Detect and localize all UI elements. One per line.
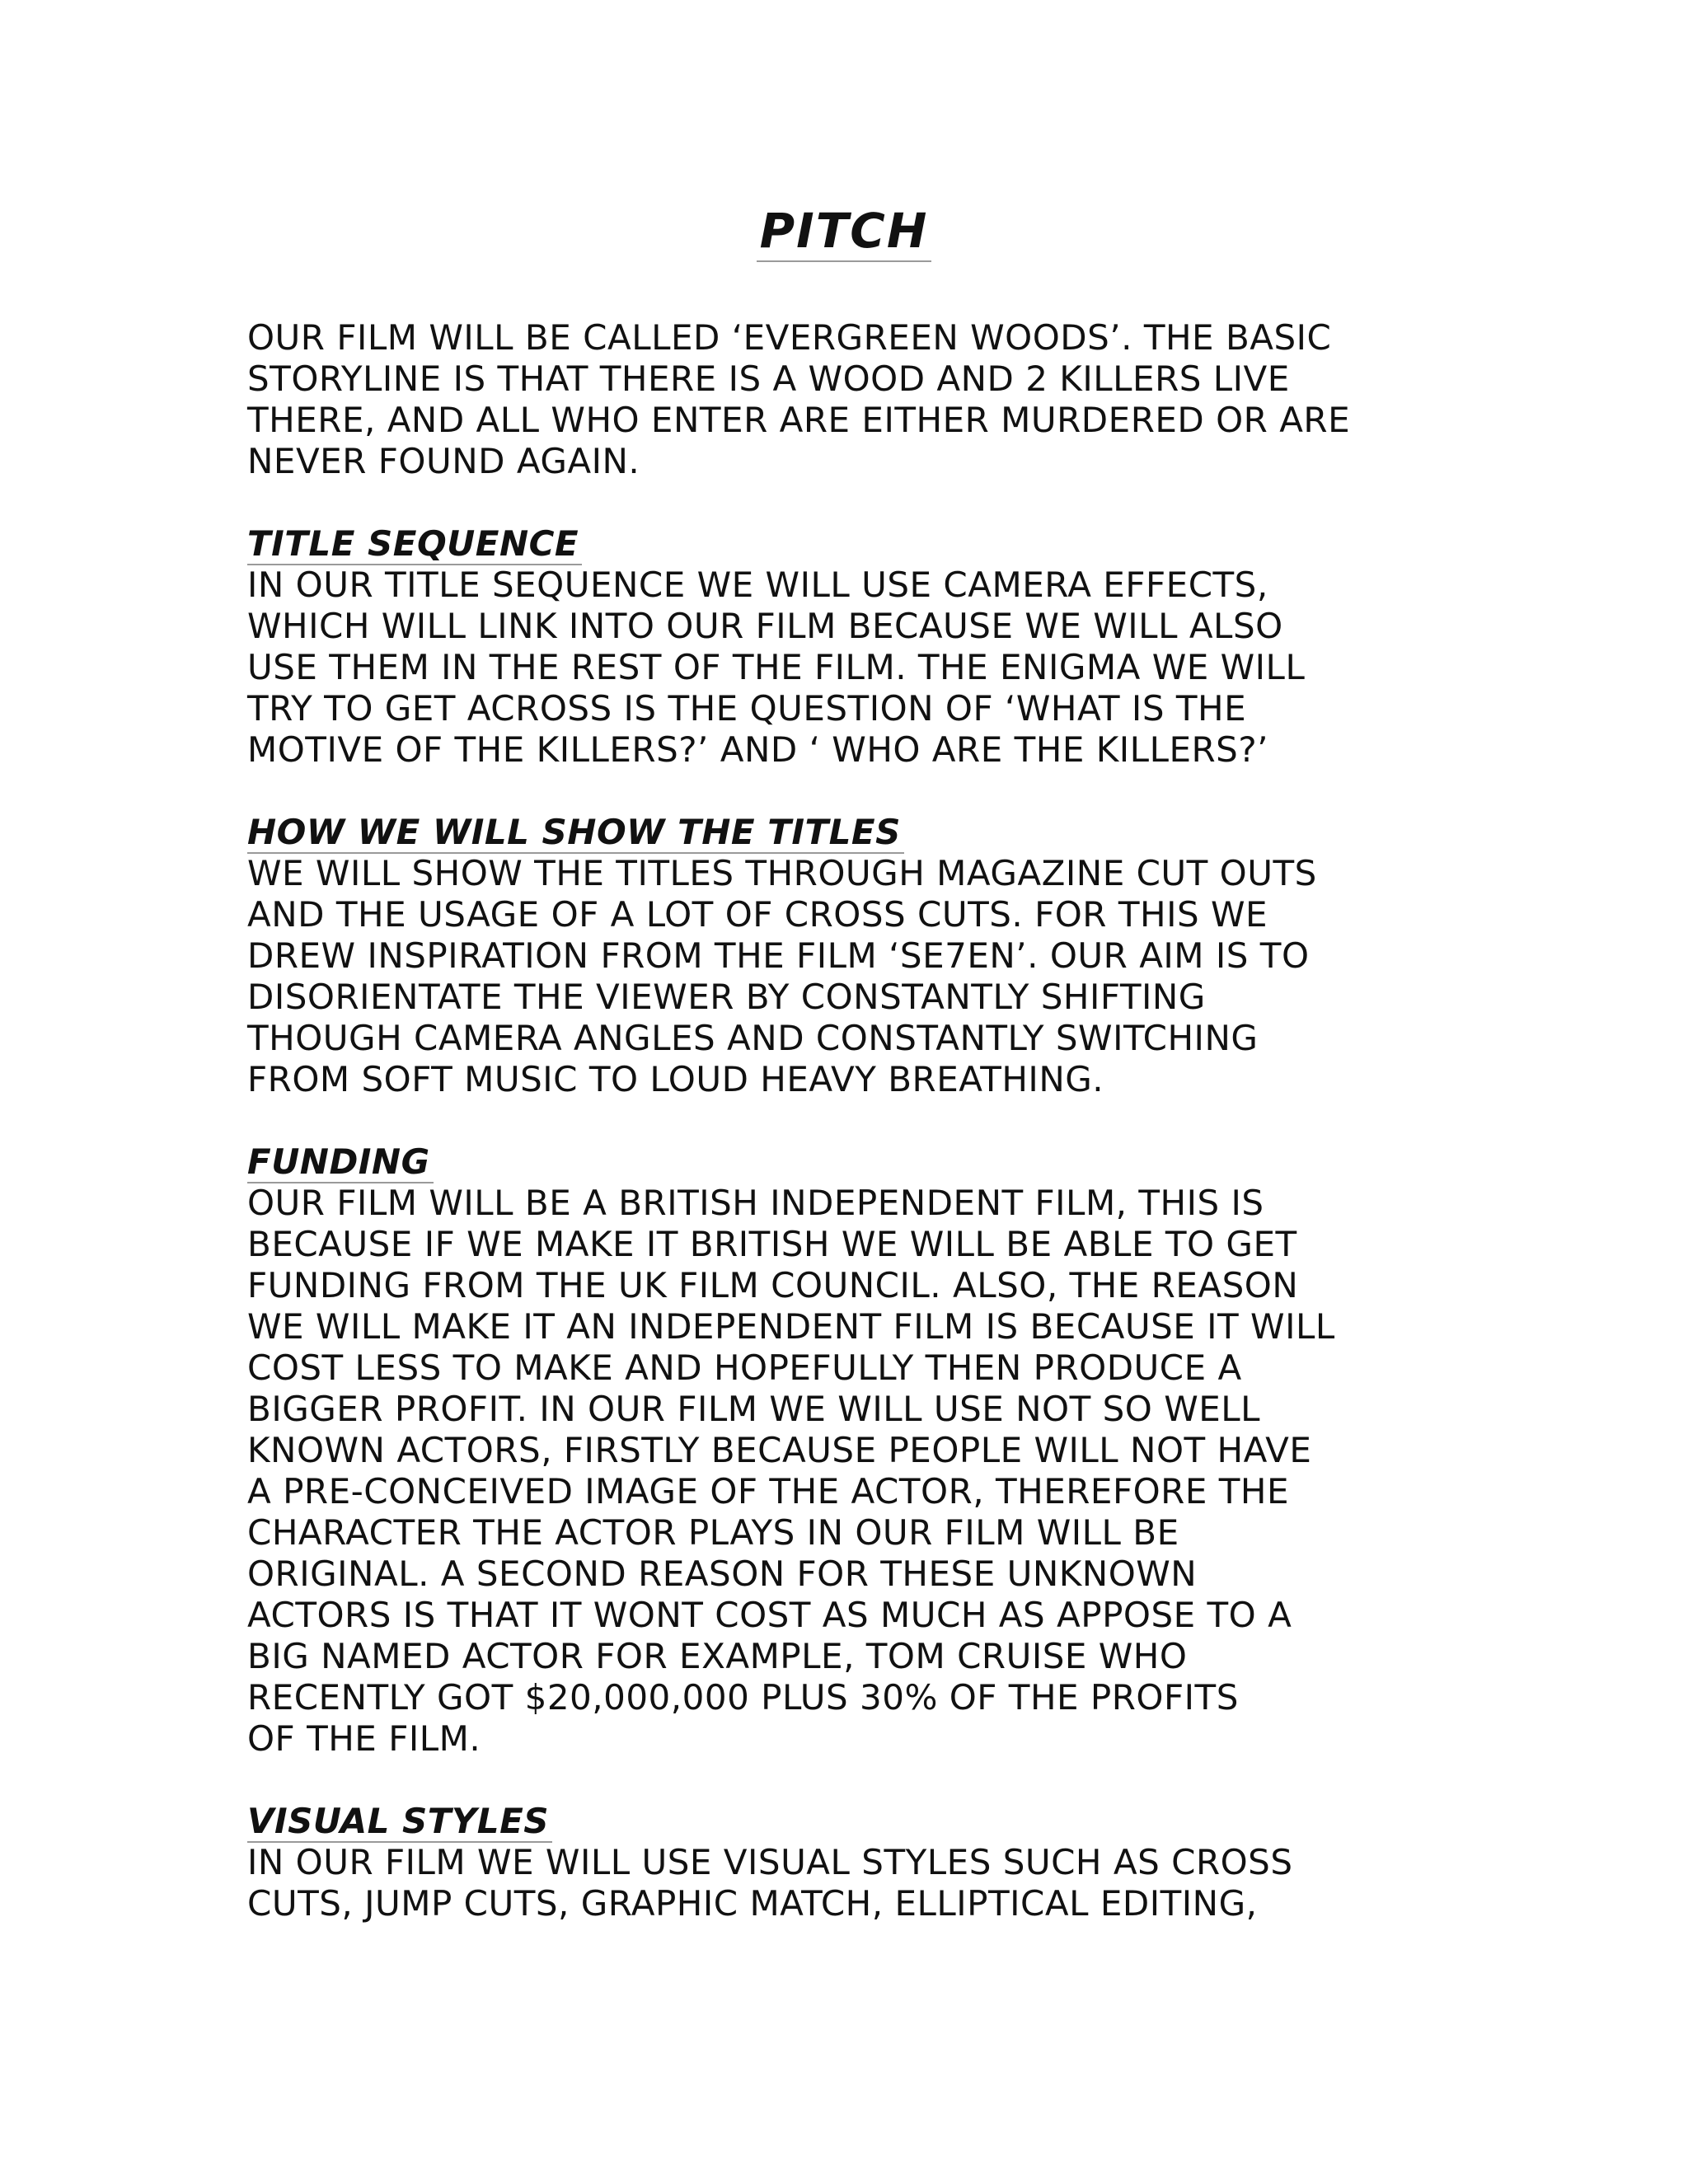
section-spacer [247,1760,1451,1801]
paragraph-line: WHICH WILL LINK INTO OUR FILM BECAUSE WE WILL ALSO [247,606,1283,646]
paragraph-line: FROM SOFT MUSIC TO LOUD HEAVY BREATHING. [247,1059,1104,1099]
section-heading-show-titles [247,812,1451,853]
document-body [247,317,1451,1924]
paragraph-line: CUTS, JUMP CUTS, GRAPHIC MATCH, ELLIPTICAL EDITING, [247,1883,1258,1924]
paragraph-line: IN OUR FILM WE WILL USE VISUAL STYLES SUCH AS CROSS [247,1842,1293,1882]
section-paragraph-funding [247,1183,1451,1760]
section-heading-title-sequence [247,523,1451,565]
paragraph-line: IN OUR TITLE SEQUENCE WE WILL USE CAMERA EFFECTS, [247,565,1268,605]
paragraph-line: ACTORS IS THAT IT WONT COST AS MUCH AS APPOSE TO A [247,1595,1292,1635]
paragraph-line: THOUGH CAMERA ANGLES AND CONSTANTLY SWITCHING [247,1018,1259,1058]
paragraph-line: BIGGER PROFIT. IN OUR FILM WE WILL USE NOT SO WELL [247,1389,1261,1429]
paragraph-line: CHARACTER THE ACTOR PLAYS IN OUR FILM WILL BE [247,1512,1179,1553]
section-heading-text: TITLE SEQUENCE [247,523,582,565]
section-heading-text: VISUAL STYLES [247,1801,552,1843]
paragraph-line: RECENTLY GOT $20,000,000 PLUS 30% OF THE PROFITS [247,1677,1239,1718]
page-title-container [0,198,1688,264]
paragraph-line: WE WILL SHOW THE TITLES THROUGH MAGAZINE CUT OUTS [247,853,1317,893]
intro-paragraph [247,317,1451,482]
paragraph-line: AND THE USAGE OF A LOT OF CROSS CUTS. FOR THIS WE [247,894,1268,935]
paragraph-line: TRY TO GET ACROSS IS THE QUESTION OF ‘WHAT IS THE [247,688,1247,729]
section-spacer [247,482,1451,523]
paragraph-line: OUR FILM WILL BE A BRITISH INDEPENDENT FILM, THIS IS [247,1183,1264,1223]
section-heading-text: FUNDING [247,1141,434,1183]
paragraph-line: FUNDING FROM THE UK FILM COUNCIL. ALSO, THE REASON [247,1265,1299,1305]
page-title: PITCH [757,203,932,262]
section-paragraph-show-titles [247,853,1451,1100]
paragraph-line: WE WILL MAKE IT AN INDEPENDENT FILM IS BECAUSE IT WILL [247,1306,1335,1347]
section-heading-visual-styles [247,1801,1451,1842]
section-spacer [247,771,1451,812]
paragraph-line: DREW INSPIRATION FROM THE FILM ‘SE7EN’. OUR AIM IS TO [247,935,1310,976]
paragraph-line: BECAUSE IF WE MAKE IT BRITISH WE WILL BE ABLE TO GET [247,1224,1297,1264]
paragraph-line: OF THE FILM. [247,1718,481,1759]
paragraph-line: KNOWN ACTORS, FIRSTLY BECAUSE PEOPLE WILL NOT HAVE [247,1430,1312,1470]
paragraph-line: COST LESS TO MAKE AND HOPEFULLY THEN PRODUCE A [247,1347,1242,1388]
section-paragraph-visual-styles [247,1842,1451,1924]
paragraph-line: A PRE-CONCEIVED IMAGE OF THE ACTOR, THEREFORE THE [247,1471,1290,1511]
paragraph-line: DISORIENTATE THE VIEWER BY CONSTANTLY SHIFTING [247,977,1206,1017]
paragraph-line: BIG NAMED ACTOR FOR EXAMPLE, TOM CRUISE WHO [247,1636,1188,1676]
paragraph-line: MOTIVE OF THE KILLERS?’ AND ‘ WHO ARE THE KILLERS?’ [247,729,1268,770]
paragraph-line: USE THEM IN THE REST OF THE FILM. THE ENIGMA WE WILL [247,647,1306,687]
paragraph-line: OUR FILM WILL BE CALLED ‘EVERGREEN WOODS’. THE BASIC [247,317,1332,358]
section-spacer [247,1100,1451,1141]
paragraph-line: ORIGINAL. A SECOND REASON FOR THESE UNKNOWN [247,1554,1198,1594]
paragraph-line: NEVER FOUND AGAIN. [247,441,640,481]
section-heading-funding [247,1141,1451,1183]
paragraph-line: STORYLINE IS THAT THERE IS A WOOD AND 2 KILLERS LIVE [247,359,1290,399]
paragraph-line: THERE, AND ALL WHO ENTER ARE EITHER MURDERED OR ARE [247,400,1351,440]
section-paragraph-title-sequence [247,565,1451,771]
section-heading-text: HOW WE WILL SHOW THE TITLES [247,812,904,854]
